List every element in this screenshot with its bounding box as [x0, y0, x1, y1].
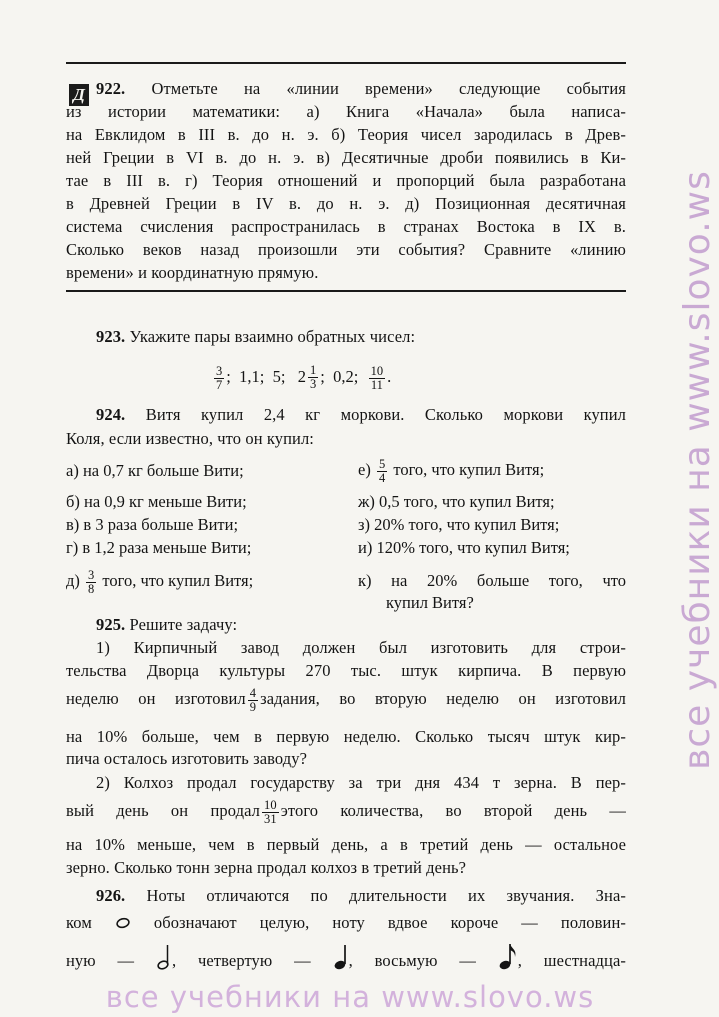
p923-number-list [212, 362, 391, 392]
p924-line [96, 404, 626, 426]
numerator: 1 [310, 362, 317, 377]
numerator: 10 [264, 797, 277, 812]
text: обозначают целую, ноту вдвое короче — половин- [153, 913, 626, 932]
denominator: 31 [264, 811, 277, 826]
p925-line: пича осталось изготовить заводу? [66, 749, 308, 768]
p925-heading [96, 614, 656, 636]
p925-number: 925. [96, 615, 126, 634]
p924-option-i: и) 120% того, что купил Витя; [358, 538, 570, 557]
denominator: 7 [216, 377, 223, 392]
numerator: 3 [216, 363, 223, 378]
p922-number: 922. [96, 79, 126, 98]
p925-line: зерно. Сколько тонн зерна продал колхоз в третий день? [66, 858, 467, 877]
p922-line: в Древней Греции в IV в. до н. э. д) Позиционная десятичная [66, 194, 626, 213]
text: ком [66, 913, 92, 932]
p926-line-notes [66, 942, 626, 982]
p925-line: на 10% меньше, чем в первый день, а в третий день — остальное [66, 835, 626, 854]
text: этого количества, во второй день — [280, 801, 626, 820]
p922-line: из истории математики: а) Книга «Начала» была написа- [66, 102, 626, 121]
bottom-rule [66, 290, 626, 292]
p922-line: Сколько веков назад произошли эти события? Сравните «линию [66, 240, 626, 259]
fraction [248, 687, 258, 714]
p926-line [96, 885, 626, 907]
p925-line-fraction [66, 796, 626, 826]
text: шестнадца- [543, 950, 626, 970]
fraction [308, 364, 318, 391]
value: 1,1; [239, 367, 265, 386]
text: ную — [66, 950, 135, 970]
whole-part: 2 [297, 367, 307, 386]
p926-text: Ноты отличаются по длительности их звучания. Зна- [146, 886, 626, 905]
text: , [517, 950, 522, 970]
text: неделю он изготовил [66, 689, 246, 708]
p925-line: на 10% больше, чем в первую неделю. Сколько тысяч штук кир- [66, 727, 626, 746]
p924-option-e [358, 455, 544, 485]
p922-line: система счисления распространилась в странах Востока в IX в. [66, 217, 626, 236]
denominator: 4 [378, 470, 386, 485]
p922-line: ней Греции в VI в. до н. э. в) Десятичные дроби появились в Ки- [66, 148, 626, 167]
p925-line-fraction [66, 684, 626, 714]
p925-line: тельства Дворца культуры 270 тыс. штук кирпича. В первую [66, 661, 626, 680]
text: вый день он продал [66, 801, 260, 820]
p924-option-z: з) 20% того, что купил Витя; [358, 515, 560, 534]
period: . [387, 367, 392, 386]
separator: ; [320, 367, 325, 386]
p924-option-g: г) в 1,2 раза меньше Вити; [66, 538, 252, 557]
fraction [86, 569, 96, 596]
p924-option-k-cont: купил Витя? [386, 593, 474, 612]
p924-option-k: к) на 20% больше того, что [358, 571, 626, 590]
p923-question [96, 326, 656, 348]
mixed-number [298, 362, 321, 392]
option-label: е) [358, 460, 371, 479]
value: 0,2; [333, 367, 359, 386]
fraction [369, 365, 386, 392]
numerator: 10 [370, 363, 384, 378]
p922-line: на Евклидом в III в. до н. э. б) Теория чисел зародилась в Древ- [66, 125, 626, 144]
numerator: 3 [88, 567, 95, 582]
p924-text: Витя купил 2,4 кг моркови. Сколько моркови купил [145, 405, 626, 424]
p922-text: Отметьте на «линии времени» следующие события [151, 79, 626, 98]
p925-line: 1) Кирпичный завод должен был изготовить для строи- [96, 638, 626, 657]
p924-option-zh: ж) 0,5 того, что купил Витя; [358, 492, 555, 511]
eighth-note-icon [498, 942, 518, 982]
p925-title: Решите задачу: [129, 615, 238, 634]
option-text: того, что купил Витя; [102, 571, 254, 590]
top-rule [66, 62, 626, 64]
text: , [348, 950, 353, 970]
p922-line: тае в III в. г) Теория отношений и пропорций была разработана [66, 171, 626, 190]
numerator: 4 [249, 685, 257, 700]
p925-line: 2) Колхоз продал государству за три дня 434 т зерна. В пер- [96, 773, 626, 792]
p924-number: 924. [96, 405, 126, 424]
p923-number: 923. [96, 327, 126, 346]
side-watermark: все учебники на www.slovo.ws [677, 170, 719, 770]
value: 5; [272, 367, 286, 386]
p924-option-a: а) на 0,7 кг больше Вити; [66, 461, 244, 480]
denominator: 8 [88, 581, 95, 596]
text: задания, во вторую неделю он изготовил [260, 689, 627, 708]
p926-line [66, 912, 626, 935]
option-text: того, что купил Витя; [393, 460, 545, 479]
option-label: д) [66, 571, 80, 590]
text: четвертую — [197, 950, 311, 970]
fraction [214, 365, 224, 392]
p924-line: Коля, если известно, что он купил: [66, 429, 314, 448]
p922-line [96, 78, 626, 100]
fraction [377, 458, 387, 485]
p923-text: Укажите пары взаимно обратных чисел: [129, 327, 416, 346]
bottom-watermark: все учебники на www.slovo.ws [105, 980, 595, 1014]
half-note-icon [156, 942, 172, 982]
separator: ; [226, 367, 231, 386]
text: , [171, 950, 177, 970]
quarter-note-icon [333, 942, 349, 982]
p924-option-d [66, 566, 253, 596]
p926-number: 926. [96, 886, 126, 905]
p924-option-b: б) на 0,9 кг меньше Вити; [66, 492, 247, 511]
numerator: 5 [378, 456, 386, 471]
p924-option-v: в) в 3 раза больше Вити; [66, 515, 239, 534]
box-letter-icon: Д [69, 84, 89, 106]
p922-line: времени» и координатную прямую. [66, 263, 319, 282]
denominator: 11 [370, 377, 383, 392]
whole-note-icon [115, 913, 131, 935]
fraction [262, 799, 279, 826]
denominator: 9 [249, 699, 257, 714]
text: восьмую — [374, 950, 476, 970]
denominator: 3 [310, 376, 317, 391]
